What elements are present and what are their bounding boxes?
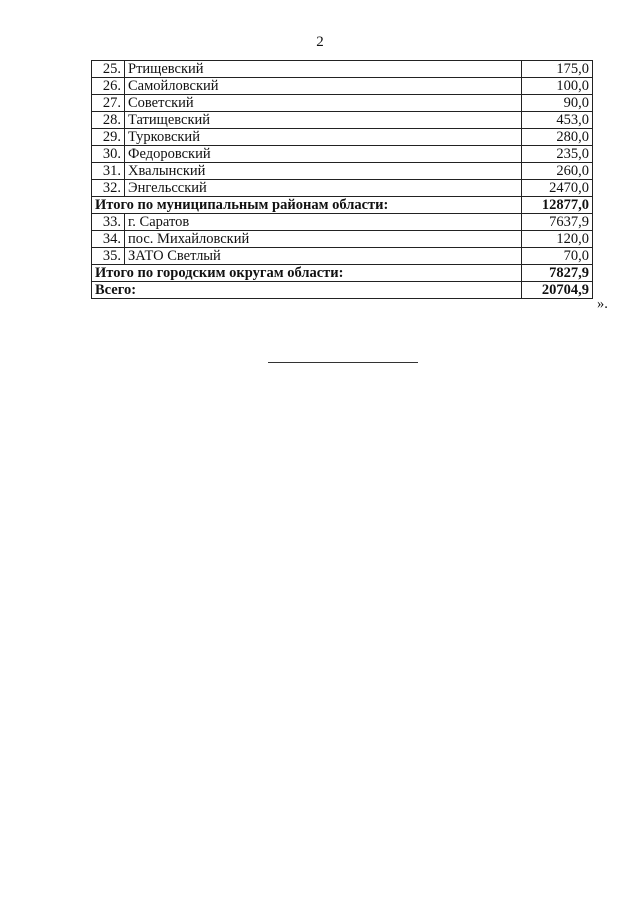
row-number: 31. (92, 163, 125, 180)
table-row (92, 180, 593, 197)
row-number: 26. (92, 78, 125, 95)
district-name: Татищевский (125, 112, 522, 129)
subtotal-urban-label: Итого по городским округам области: (92, 265, 522, 282)
allocation-table (91, 60, 593, 299)
district-value: 453,0 (522, 112, 593, 129)
table-row (92, 163, 593, 180)
table-row (92, 61, 593, 78)
table-row (92, 214, 593, 231)
district-name: Энгельсский (125, 180, 522, 197)
district-value: 100,0 (522, 78, 593, 95)
subtotal-row-municipal (92, 197, 593, 214)
district-value: 70,0 (522, 248, 593, 265)
table-row (92, 112, 593, 129)
subtotal-municipal-label: Итого по муниципальным районам области: (92, 197, 522, 214)
row-number: 35. (92, 248, 125, 265)
row-number: 33. (92, 214, 125, 231)
district-value: 260,0 (522, 163, 593, 180)
district-value: 7637,9 (522, 214, 593, 231)
district-name: Турковский (125, 129, 522, 146)
district-name: г. Саратов (125, 214, 522, 231)
table-row (92, 95, 593, 112)
district-value: 280,0 (522, 129, 593, 146)
table-row (92, 248, 593, 265)
table-row (92, 78, 593, 95)
district-name: Советский (125, 95, 522, 112)
district-name: Хвалынский (125, 163, 522, 180)
district-value: 2470,0 (522, 180, 593, 197)
row-number: 34. (92, 231, 125, 248)
district-name: ЗАТО Светлый (125, 248, 522, 265)
table-row (92, 146, 593, 163)
district-name: Ртищевский (125, 61, 522, 78)
table-row (92, 129, 593, 146)
total-label: Всего: (92, 282, 522, 299)
district-value: 90,0 (522, 95, 593, 112)
district-name: пос. Михайловский (125, 231, 522, 248)
total-value: 20704,9 (522, 282, 593, 299)
district-name: Самойловский (125, 78, 522, 95)
district-name: Федоровский (125, 146, 522, 163)
row-number: 27. (92, 95, 125, 112)
end-separator-line (268, 362, 418, 363)
subtotal-row-urban (92, 265, 593, 282)
row-number: 30. (92, 146, 125, 163)
district-value: 175,0 (522, 61, 593, 78)
row-number: 32. (92, 180, 125, 197)
subtotal-municipal-value: 12877,0 (522, 197, 593, 214)
row-number: 29. (92, 129, 125, 146)
row-number: 28. (92, 112, 125, 129)
total-row (92, 282, 593, 299)
row-number: 25. (92, 61, 125, 78)
closing-quote-mark: ». (597, 296, 608, 312)
district-value: 120,0 (522, 231, 593, 248)
subtotal-urban-value: 7827,9 (522, 265, 593, 282)
district-value: 235,0 (522, 146, 593, 163)
table-row (92, 231, 593, 248)
page-number: 2 (316, 34, 324, 50)
